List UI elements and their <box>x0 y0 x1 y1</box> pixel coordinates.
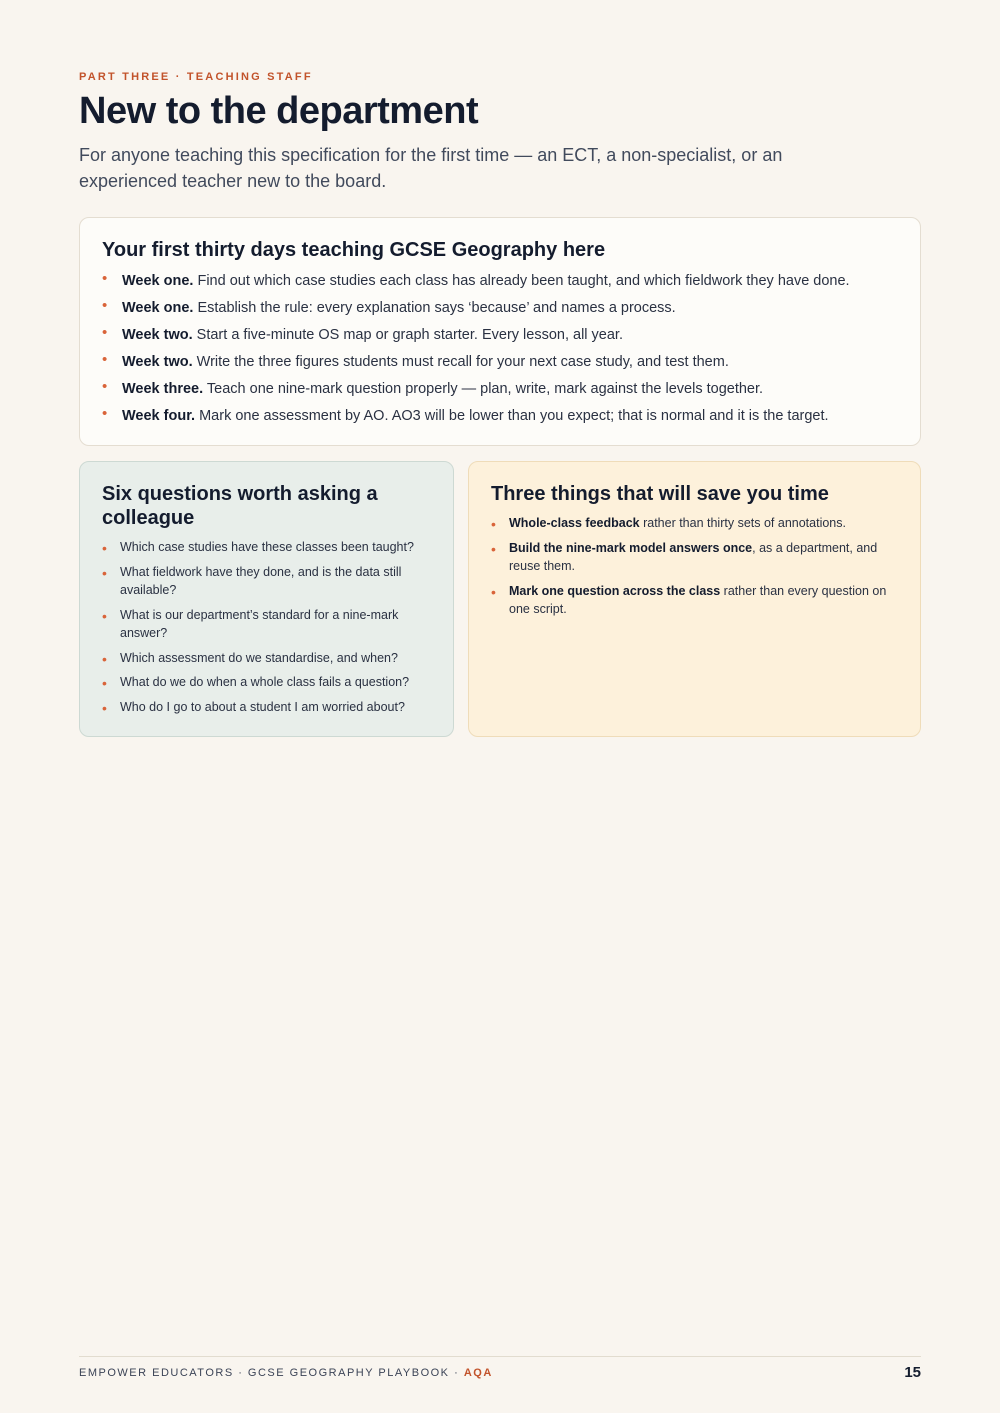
item-lead: Week two. <box>122 327 193 343</box>
item-lead: Week one. <box>122 273 194 289</box>
bullet-icon: • <box>102 324 108 341</box>
save-time-title: Three things that will save you time <box>491 483 829 505</box>
bullet-icon: • <box>102 297 108 314</box>
list-item <box>102 698 431 717</box>
list-item <box>102 563 431 600</box>
footer-divider <box>79 1356 921 1357</box>
item-text: rather than thirty sets of annotations. <box>639 516 846 530</box>
footer-running-title <box>79 1367 493 1379</box>
six-questions-title: Six questions worth asking a colleague <box>102 483 378 529</box>
list-item <box>491 539 898 576</box>
bullet-icon: • <box>102 378 108 395</box>
page-title: New to the department <box>79 90 479 132</box>
item-text: Which case studies have these classes been taught? <box>120 540 414 554</box>
item-text: Who do I go to about a student I am worried about? <box>120 699 405 714</box>
item-text: , as a department, and reuse them. <box>509 540 878 573</box>
item-text: Start a five-minute OS map or graph starter. Every lesson, all year. <box>192 327 623 343</box>
page-subtitle: For anyone teaching this specification for the first time — an ECT, a non-specialist, or an experienced teacher new to the board. <box>79 145 783 191</box>
item-lead: Build the nine-mark model answers once <box>509 540 753 555</box>
item-lead: Week three. <box>122 381 204 397</box>
list-item <box>102 649 431 668</box>
item-lead: Week one. <box>122 300 194 316</box>
item-text: Teach one nine-mark question properly — plan, write, mark against the levels together. <box>203 381 764 397</box>
bullet-icon: • <box>491 583 496 600</box>
item-lead: Mark one question across the class <box>509 583 721 598</box>
bullet-icon: • <box>102 564 107 581</box>
bullet-icon: • <box>102 540 107 556</box>
item-text: Which assessment do we standardise, and when? <box>120 650 398 665</box>
list-item <box>102 673 431 692</box>
bullet-icon: • <box>102 351 108 368</box>
list-item <box>491 514 898 533</box>
item-text: What is our department’s standard for a nine-mark answer? <box>120 607 399 640</box>
item-lead: Whole-class feedback <box>509 516 640 530</box>
list-item <box>102 376 898 403</box>
item-text: Write the three figures students must recall for your next case study, and test them. <box>192 354 729 370</box>
list-item <box>102 268 898 295</box>
item-lead: Week two. <box>122 354 193 370</box>
list-item <box>102 403 898 430</box>
item-text: rather than every question on one script. <box>509 583 887 616</box>
item-text: Establish the rule: every explanation says ‘because’ and names a process. <box>193 300 676 316</box>
first-thirty-days-card <box>79 217 921 446</box>
item-text: Find out which case studies each class has already been taught, and which fieldwork they have done. <box>193 273 850 289</box>
item-lead: Week four. <box>122 408 196 424</box>
first-thirty-days-list <box>102 268 898 430</box>
item-text: Mark one assessment by AO. AO3 will be lower than you expect; that is normal and it is the target. <box>195 408 829 424</box>
page-number: 15 <box>904 1364 921 1381</box>
bullet-icon: • <box>102 675 107 691</box>
section-eyebrow: PART THREE · TEACHING STAFF <box>79 71 313 83</box>
bullet-icon: • <box>491 516 496 532</box>
bullet-icon: • <box>102 405 108 422</box>
bullet-icon: • <box>102 650 107 667</box>
footer-text: EMPOWER EDUCATORS · GCSE GEOGRAPHY PLAYBOOK · <box>79 1367 464 1379</box>
item-text: What do we do when a whole class fails a question? <box>120 675 410 689</box>
page <box>79 0 921 1413</box>
list-item <box>102 538 431 557</box>
list-item <box>102 295 898 322</box>
bullet-icon: • <box>491 540 496 557</box>
list-item <box>491 582 898 619</box>
save-time-list <box>491 514 898 619</box>
bullet-icon: • <box>102 699 107 716</box>
item-text: What fieldwork have they done, and is the data still available? <box>120 564 402 597</box>
first-thirty-days-title: Your first thirty days teaching GCSE Geography here <box>102 239 606 261</box>
bullet-icon: • <box>102 270 108 287</box>
footer-board: AQA <box>463 1367 493 1379</box>
bullet-icon: • <box>102 607 107 624</box>
six-questions-card <box>79 461 454 737</box>
list-item <box>102 606 431 643</box>
list-item <box>102 349 898 376</box>
list-item <box>102 322 898 349</box>
save-time-card <box>468 461 921 737</box>
six-questions-list <box>102 538 431 716</box>
